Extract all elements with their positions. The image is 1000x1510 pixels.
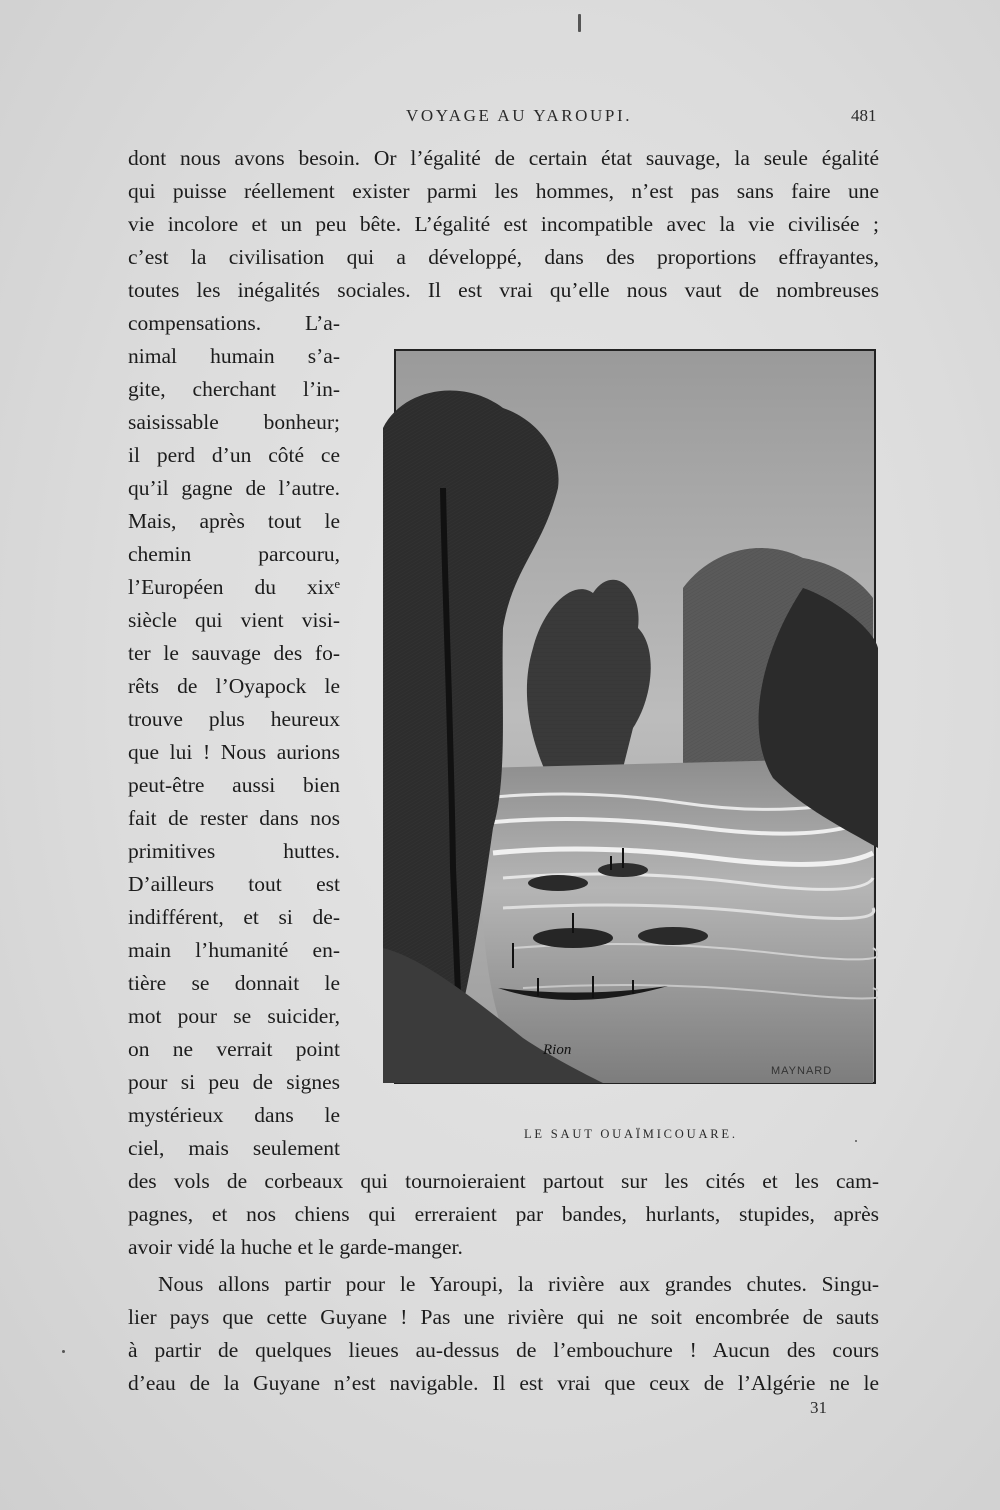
column-line: tière se donnait le: [128, 971, 340, 995]
column-line: gite, cherchant l’in-: [128, 377, 340, 401]
text-line: lier pays que cette Guyane ! Pas une rivière qui ne soit encombrée de sauts: [128, 1305, 879, 1329]
column-line: on ne verrait point: [128, 1037, 340, 1061]
column-line: nimal humain s’a-: [128, 344, 340, 368]
column-line: main l’humanité en-: [128, 938, 340, 962]
text-line: à partir de quelques lieues au-dessus de l’embouchure ! Aucun des cours: [128, 1338, 879, 1362]
column-line: peut-être aussi bien: [128, 773, 340, 797]
column-line: Mais, après tout le: [128, 509, 340, 533]
running-head: [0, 106, 1000, 130]
column-line: siècle qui vient visi-: [128, 608, 340, 632]
column-line: fait de rester dans nos: [128, 806, 340, 830]
rock: [528, 875, 588, 891]
rock: [638, 927, 708, 945]
running-title: VOYAGE AU YAROUPI.: [406, 106, 633, 125]
column-line: compensations. L’a-: [128, 311, 340, 335]
engraver-monogram: Rion: [543, 1042, 572, 1058]
text-line: c’est la civilisation qui a développé, dans des proportions effrayantes,: [128, 245, 879, 269]
column-line: que lui ! Nous aurions: [128, 740, 340, 764]
column-line: mystérieux dans le: [128, 1103, 340, 1127]
text-line: dont nous avons besoin. Or l’égalité de certain état sauvage, la seule égalité: [128, 146, 879, 170]
artist-signature: MAYNARD: [771, 1065, 833, 1077]
column-line: l’Européen du xixᵉ: [128, 575, 340, 599]
engraving-illustration: [383, 348, 878, 1088]
column-line: primitives huttes.: [128, 839, 340, 863]
text-line: des vols de corbeaux qui tournoieraient partout sur les cités et les cam-: [128, 1169, 879, 1193]
column-line: ter le sauvage des fo-: [128, 641, 340, 665]
column-line: D’ailleurs tout est: [128, 872, 340, 896]
column-line: pour si peu de signes: [128, 1070, 340, 1094]
text-line: pagnes, et nos chiens qui erreraient par bandes, hurlants, stupides, après: [128, 1202, 879, 1226]
column-line: ciel, mais seulement: [128, 1136, 340, 1160]
text-line: vie incolore et un peu bête. L’égalité est incompatible avec la vie civilisée ;: [128, 212, 879, 236]
column-line: rêts de l’Oyapock le: [128, 674, 340, 698]
figure-caption: LE SAUT OUAÏMICOUARE.: [524, 1127, 738, 1141]
column-line: qu’il gagne de l’autre.: [128, 476, 340, 500]
page-number: 481: [851, 106, 877, 125]
column-line: il perd d’un côté ce: [128, 443, 340, 467]
column-line: saisissable bonheur;: [128, 410, 340, 434]
column-line: trouve plus heureux: [128, 707, 340, 731]
text-line: d’eau de la Guyane n’est navigable. Il est vrai que ceux de l’Algérie ne le: [128, 1371, 879, 1395]
text-line: qui puisse réellement exister parmi les hommes, n’est pas sans faire une: [128, 179, 879, 203]
column-line: chemin parcouru,: [128, 542, 340, 566]
text-line: Nous allons partir pour le Yaroupi, la rivière aux grandes chutes. Singu-: [158, 1272, 879, 1296]
text-line: toutes les inégalités sociales. Il est vrai qu’elle nous vaut de nombreuses: [128, 278, 879, 302]
column-line: mot pour se suicider,: [128, 1004, 340, 1028]
signature-mark: 31: [810, 1398, 827, 1417]
text-line: avoir vidé la huche et le garde-manger.: [128, 1235, 463, 1259]
column-line: indifférent, et si de-: [128, 905, 340, 929]
